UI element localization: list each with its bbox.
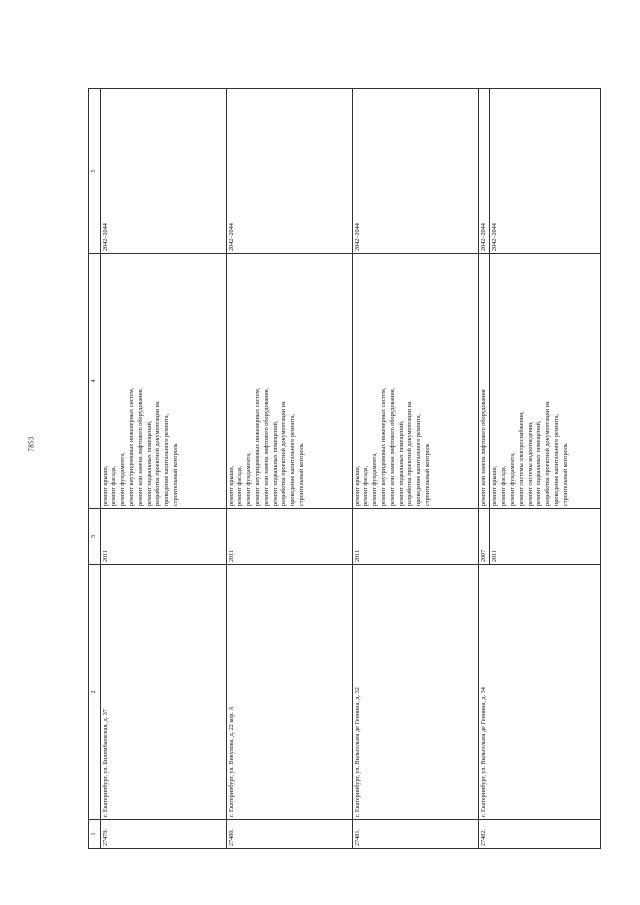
header-col-1: 1 [89, 820, 101, 849]
header-col-3: 3 [89, 509, 101, 565]
work-line: ремонт крыши, [227, 465, 235, 506]
row-works [100, 254, 226, 509]
row-address: г. Екатеринбург, ул. Билимбаевская, д. 37 [100, 565, 226, 820]
work-line: ремонт фасада, [110, 465, 118, 506]
work-line: ремонт или замена лифтового оборудования, [388, 387, 396, 506]
work-line: проведение капитального ремонта, [163, 413, 171, 506]
header-col-2: 2 [89, 565, 101, 820]
work-line: ремонт или замена лифтового оборудования, [136, 387, 144, 506]
rotated-table-container [88, 89, 588, 849]
row-year: 2011 [352, 509, 478, 565]
page-number: 7853 [27, 436, 36, 452]
repair-schedule-table [88, 88, 601, 849]
work-line: разработка проектной документации на [280, 401, 288, 506]
work-line: ремонт фундамента, [245, 452, 253, 506]
row-period: 2042–2044 [352, 89, 478, 254]
work-line: проведение капитального ремонта, [289, 413, 297, 506]
work-line: разработка проектной документации на [544, 401, 552, 506]
row-period: 2042–2044 [490, 89, 601, 254]
row-number: 27479. [100, 820, 226, 849]
work-line: строительный контроль [297, 443, 305, 506]
row-works [478, 254, 490, 509]
work-line: ремонт фасада, [236, 465, 244, 506]
table-row [100, 89, 226, 849]
work-line: ремонт системы водоотведения, [526, 421, 534, 506]
row-address: г. Екатеринбург, ул. Вильгельма де Геннина, д. 34 [478, 565, 601, 820]
table-row [226, 89, 352, 849]
work-line: ремонт фундамента, [119, 452, 127, 506]
row-works [226, 254, 352, 509]
work-line: ремонт фасада, [500, 465, 508, 506]
row-year: 2011 [226, 509, 352, 565]
work-line: разработка проектной документации на [406, 401, 414, 506]
work-line: ремонт фундамента, [371, 452, 379, 506]
header-row [89, 89, 101, 849]
table-row [352, 89, 478, 849]
row-address: г. Екатеринбург, ул. Вильгельма де Геннина, д. 32 [352, 565, 478, 820]
work-line: ремонт крыши, [353, 465, 361, 506]
work-line: проведение капитального ремонта, [415, 413, 423, 506]
row-number: 27481. [352, 820, 478, 849]
row-works [490, 254, 601, 509]
work-line: ремонт фундамента, [508, 452, 516, 506]
row-year: 2007 [478, 509, 490, 565]
work-line: ремонт крыши, [101, 465, 109, 506]
work-line: ремонт внутридомовых инженерных систем, [127, 387, 135, 506]
work-line: строительный контроль [423, 443, 431, 506]
work-line: ремонт крыши, [491, 465, 499, 506]
work-line: ремонт системы электроснабжения, [517, 411, 525, 506]
work-line: разработка проектной документации на [154, 401, 162, 506]
row-year: 2011 [100, 509, 226, 565]
row-period: 2042–2044 [226, 89, 352, 254]
header-col-5: 5 [89, 89, 101, 254]
work-line: ремонт подвальных помещений, [145, 420, 153, 506]
work-line: ремонт внутридомовых инженерных систем, [253, 387, 261, 506]
row-period: 2042–2044 [100, 89, 226, 254]
row-number: 27480. [226, 820, 352, 849]
row-period: 2042–2044 [478, 89, 490, 254]
work-line: строительный контроль [561, 443, 569, 506]
header-col-4: 4 [89, 254, 101, 509]
work-line: ремонт подвальных помещений, [535, 420, 543, 506]
row-year: 2011 [490, 509, 601, 565]
work-line: ремонт подвальных помещений, [397, 420, 405, 506]
row-works [352, 254, 478, 509]
work-line: проведение капитального ремонта, [552, 413, 560, 506]
work-line: строительный контроль [171, 443, 179, 506]
table-row [478, 89, 490, 849]
work-line: ремонт или замена лифтового оборудования [479, 389, 487, 506]
work-line: ремонт внутридомовых инженерных систем, [379, 387, 387, 506]
work-line: ремонт фасада, [362, 465, 370, 506]
row-address: г. Екатеринбург, ул. Викулова, д. 22 кор. А [226, 565, 352, 820]
row-number: 27482. [478, 820, 601, 849]
work-line: ремонт подвальных помещений, [271, 420, 279, 506]
work-line: ремонт или замена лифтового оборудования, [262, 387, 270, 506]
